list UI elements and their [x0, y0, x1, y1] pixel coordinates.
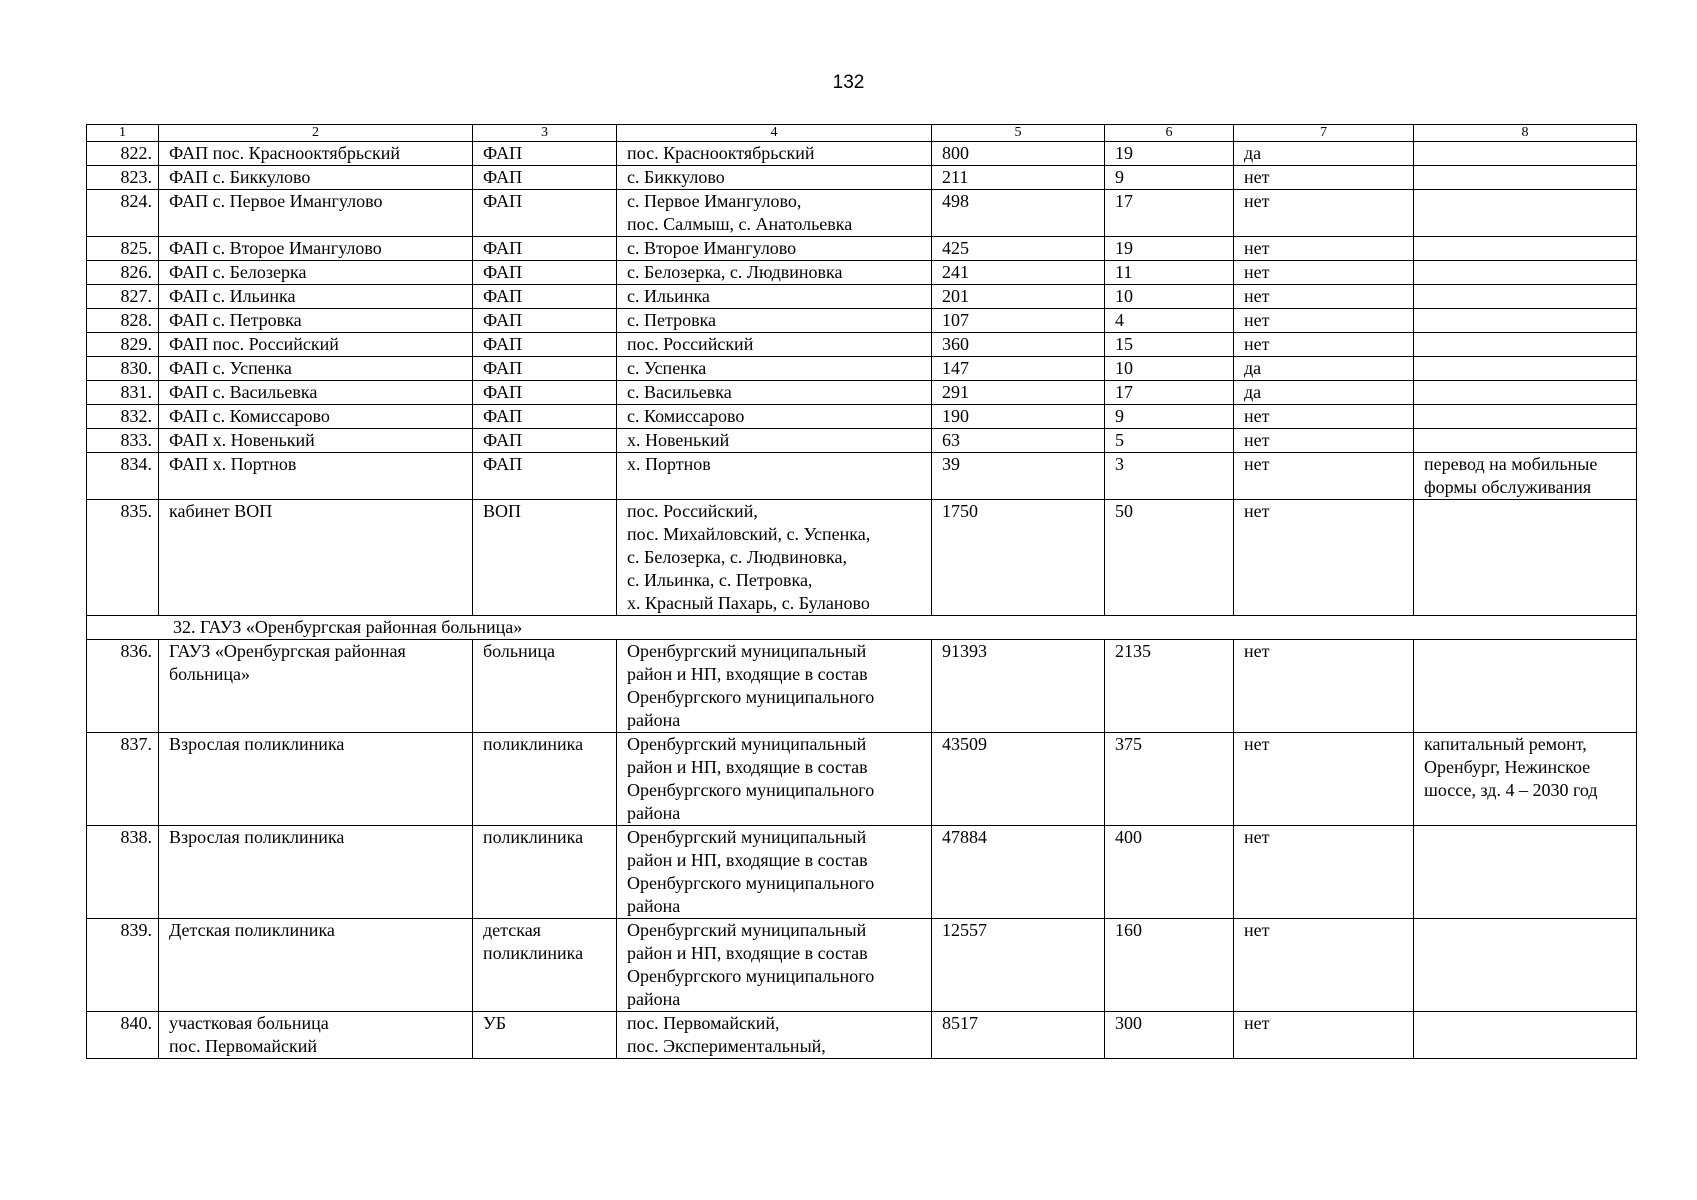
row-number: 839.: [87, 919, 159, 1012]
column-7-value: нет: [1234, 429, 1414, 453]
column-8-note: [1414, 166, 1637, 190]
row-number: 836.: [87, 640, 159, 733]
row-number: 832.: [87, 405, 159, 429]
facility-name: ФАП с. Васильевка: [159, 381, 473, 405]
facility-type: ФАП: [473, 285, 617, 309]
column-5-value: 47884: [932, 826, 1105, 919]
column-5-value: 190: [932, 405, 1105, 429]
table-row: [87, 1012, 1637, 1059]
service-area: Оренбургский муниципальный район и НП, входящие в состав Оренбургского муниципального района: [617, 826, 932, 919]
facility-name: ГАУЗ «Оренбургская районная больница»: [159, 640, 473, 733]
column-7-value: да: [1234, 142, 1414, 166]
column-6-value: 19: [1105, 142, 1234, 166]
facility-type: ФАП: [473, 166, 617, 190]
row-number: 827.: [87, 285, 159, 309]
facility-type: поликлиника: [473, 826, 617, 919]
row-number: 834.: [87, 453, 159, 500]
column-8-note: [1414, 309, 1637, 333]
column-7-value: нет: [1234, 640, 1414, 733]
facility-type: ФАП: [473, 357, 617, 381]
service-area: с. Второе Имангулово: [617, 237, 932, 261]
service-area: с. Белозерка, с. Людвиновка: [617, 261, 932, 285]
page-number: 132: [832, 72, 865, 93]
row-number: 822.: [87, 142, 159, 166]
column-6-value: 15: [1105, 333, 1234, 357]
column-7-value: нет: [1234, 309, 1414, 333]
facility-type: УБ: [473, 1012, 617, 1059]
column-8-note: [1414, 285, 1637, 309]
column-5-value: 425: [932, 237, 1105, 261]
row-number: 823.: [87, 166, 159, 190]
column-5-value: 43509: [932, 733, 1105, 826]
row-number: 838.: [87, 826, 159, 919]
service-area: с. Васильевка: [617, 381, 932, 405]
table-row: [87, 381, 1637, 405]
column-5-value: 147: [932, 357, 1105, 381]
service-area: пос. Российский, пос. Михайловский, с. Успенка, с. Белозерка, с. Людвиновка, с. Ильинка, с. Петровка, х. Красный Пахарь, с. Буланово: [617, 500, 932, 616]
column-6-value: 5: [1105, 429, 1234, 453]
facility-name: ФАП с. Ильинка: [159, 285, 473, 309]
facility-name: ФАП с. Петровка: [159, 309, 473, 333]
column-8-note: [1414, 190, 1637, 237]
facility-name: ФАП с. Успенка: [159, 357, 473, 381]
table-row: [87, 309, 1637, 333]
table-row: [87, 405, 1637, 429]
column-5-value: 8517: [932, 1012, 1105, 1059]
row-number: 824.: [87, 190, 159, 237]
column-number: 1: [87, 125, 159, 142]
facilities-table: [86, 124, 1637, 1059]
facility-type: детская поликлиника: [473, 919, 617, 1012]
column-8-note: [1414, 826, 1637, 919]
facility-name: ФАП пос. Краснооктябрьский: [159, 142, 473, 166]
column-5-value: 241: [932, 261, 1105, 285]
column-7-value: нет: [1234, 190, 1414, 237]
column-8-note: [1414, 357, 1637, 381]
column-8-note: [1414, 1012, 1637, 1059]
table-row: [87, 237, 1637, 261]
service-area: с. Ильинка: [617, 285, 932, 309]
facility-name: Взрослая поликлиника: [159, 733, 473, 826]
table-row: [87, 826, 1637, 919]
section-title: 32. ГАУЗ «Оренбургская районная больница»: [87, 616, 1637, 640]
table-row: [87, 261, 1637, 285]
column-6-value: 9: [1105, 166, 1234, 190]
column-number-row: [87, 125, 1637, 142]
section-row: [87, 616, 1637, 640]
column-5-value: 39: [932, 453, 1105, 500]
facility-name: ФАП с. Второе Имангулово: [159, 237, 473, 261]
column-5-value: 91393: [932, 640, 1105, 733]
column-5-value: 211: [932, 166, 1105, 190]
row-number: 830.: [87, 357, 159, 381]
facility-type: ФАП: [473, 309, 617, 333]
column-number: 4: [617, 125, 932, 142]
service-area: пос. Краснооктябрьский: [617, 142, 932, 166]
column-number: 3: [473, 125, 617, 142]
service-area: Оренбургский муниципальный район и НП, входящие в состав Оренбургского муниципального района: [617, 733, 932, 826]
facility-type: ФАП: [473, 405, 617, 429]
service-area: с. Комиссарово: [617, 405, 932, 429]
facility-name: ФАП пос. Российский: [159, 333, 473, 357]
row-number: 826.: [87, 261, 159, 285]
column-6-value: 17: [1105, 381, 1234, 405]
table-row: [87, 429, 1637, 453]
row-number: 840.: [87, 1012, 159, 1059]
column-7-value: да: [1234, 381, 1414, 405]
facility-name: Взрослая поликлиника: [159, 826, 473, 919]
service-area: Оренбургский муниципальный район и НП, входящие в состав Оренбургского муниципального района: [617, 640, 932, 733]
row-number: 829.: [87, 333, 159, 357]
row-number: 833.: [87, 429, 159, 453]
column-5-value: 800: [932, 142, 1105, 166]
table-row: [87, 919, 1637, 1012]
column-number: 6: [1105, 125, 1234, 142]
service-area: с. Биккулово: [617, 166, 932, 190]
column-number: 2: [159, 125, 473, 142]
facility-type: ФАП: [473, 190, 617, 237]
column-6-value: 400: [1105, 826, 1234, 919]
column-number: 7: [1234, 125, 1414, 142]
table-row: [87, 453, 1637, 500]
table-row: [87, 190, 1637, 237]
facility-type: ФАП: [473, 453, 617, 500]
column-8-note: [1414, 381, 1637, 405]
column-6-value: 19: [1105, 237, 1234, 261]
facility-name: ФАП с. Комиссарово: [159, 405, 473, 429]
service-area: с. Первое Имангулово, пос. Салмыш, с. Анатольевка: [617, 190, 932, 237]
column-8-note: капитальный ремонт, Оренбург, Нежинское шоссе, зд. 4 – 2030 год: [1414, 733, 1637, 826]
column-8-note: [1414, 261, 1637, 285]
facility-type: ФАП: [473, 237, 617, 261]
facility-type: ФАП: [473, 261, 617, 285]
row-number: 831.: [87, 381, 159, 405]
facility-name: ФАП с. Первое Имангулово: [159, 190, 473, 237]
service-area: с. Петровка: [617, 309, 932, 333]
column-6-value: 11: [1105, 261, 1234, 285]
facility-name: кабинет ВОП: [159, 500, 473, 616]
column-number: 5: [932, 125, 1105, 142]
column-6-value: 50: [1105, 500, 1234, 616]
row-number: 825.: [87, 237, 159, 261]
column-8-note: перевод на мобильные формы обслуживания: [1414, 453, 1637, 500]
facility-name: ФАП х. Портнов: [159, 453, 473, 500]
column-5-value: 201: [932, 285, 1105, 309]
row-number: 837.: [87, 733, 159, 826]
table-row: [87, 333, 1637, 357]
column-7-value: нет: [1234, 1012, 1414, 1059]
table-row: [87, 357, 1637, 381]
facility-type: ФАП: [473, 333, 617, 357]
table-row: [87, 166, 1637, 190]
column-8-note: [1414, 333, 1637, 357]
facility-name: Детская поликлиника: [159, 919, 473, 1012]
facility-type: больница: [473, 640, 617, 733]
column-5-value: 360: [932, 333, 1105, 357]
column-7-value: нет: [1234, 500, 1414, 616]
column-7-value: нет: [1234, 261, 1414, 285]
facility-type: ФАП: [473, 142, 617, 166]
column-6-value: 10: [1105, 285, 1234, 309]
facility-name: ФАП с. Белозерка: [159, 261, 473, 285]
column-7-value: да: [1234, 357, 1414, 381]
row-number: 835.: [87, 500, 159, 616]
service-area: с. Успенка: [617, 357, 932, 381]
column-5-value: 498: [932, 190, 1105, 237]
facility-type: ФАП: [473, 381, 617, 405]
column-7-value: нет: [1234, 733, 1414, 826]
column-8-note: [1414, 919, 1637, 1012]
row-number: 828.: [87, 309, 159, 333]
column-7-value: нет: [1234, 405, 1414, 429]
column-6-value: 300: [1105, 1012, 1234, 1059]
column-6-value: 375: [1105, 733, 1234, 826]
column-7-value: нет: [1234, 453, 1414, 500]
column-7-value: нет: [1234, 166, 1414, 190]
column-8-note: [1414, 640, 1637, 733]
column-7-value: нет: [1234, 333, 1414, 357]
column-6-value: 2135: [1105, 640, 1234, 733]
facility-name: ФАП х. Новенький: [159, 429, 473, 453]
column-8-note: [1414, 142, 1637, 166]
column-8-note: [1414, 405, 1637, 429]
facility-type: ВОП: [473, 500, 617, 616]
column-8-note: [1414, 500, 1637, 616]
table-row: [87, 285, 1637, 309]
column-6-value: 17: [1105, 190, 1234, 237]
service-area: Оренбургский муниципальный район и НП, входящие в состав Оренбургского муниципального района: [617, 919, 932, 1012]
service-area: х. Портнов: [617, 453, 932, 500]
service-area: х. Новенький: [617, 429, 932, 453]
column-5-value: 63: [932, 429, 1105, 453]
facility-name: ФАП с. Биккулово: [159, 166, 473, 190]
table-row: [87, 640, 1637, 733]
column-5-value: 12557: [932, 919, 1105, 1012]
column-6-value: 3: [1105, 453, 1234, 500]
column-7-value: нет: [1234, 826, 1414, 919]
column-7-value: нет: [1234, 237, 1414, 261]
facility-type: поликлиника: [473, 733, 617, 826]
table-row: [87, 142, 1637, 166]
column-8-note: [1414, 237, 1637, 261]
service-area: пос. Первомайский, пос. Экспериментальный,: [617, 1012, 932, 1059]
column-8-note: [1414, 429, 1637, 453]
column-7-value: нет: [1234, 285, 1414, 309]
column-6-value: 4: [1105, 309, 1234, 333]
service-area: пос. Российский: [617, 333, 932, 357]
column-6-value: 10: [1105, 357, 1234, 381]
column-6-value: 9: [1105, 405, 1234, 429]
column-5-value: 1750: [932, 500, 1105, 616]
column-5-value: 291: [932, 381, 1105, 405]
column-5-value: 107: [932, 309, 1105, 333]
facility-type: ФАП: [473, 429, 617, 453]
table-body: [87, 125, 1637, 1059]
table-row: [87, 500, 1637, 616]
column-7-value: нет: [1234, 919, 1414, 1012]
facility-name: участковая больница пос. Первомайский: [159, 1012, 473, 1059]
column-number: 8: [1414, 125, 1637, 142]
column-6-value: 160: [1105, 919, 1234, 1012]
table-row: [87, 733, 1637, 826]
